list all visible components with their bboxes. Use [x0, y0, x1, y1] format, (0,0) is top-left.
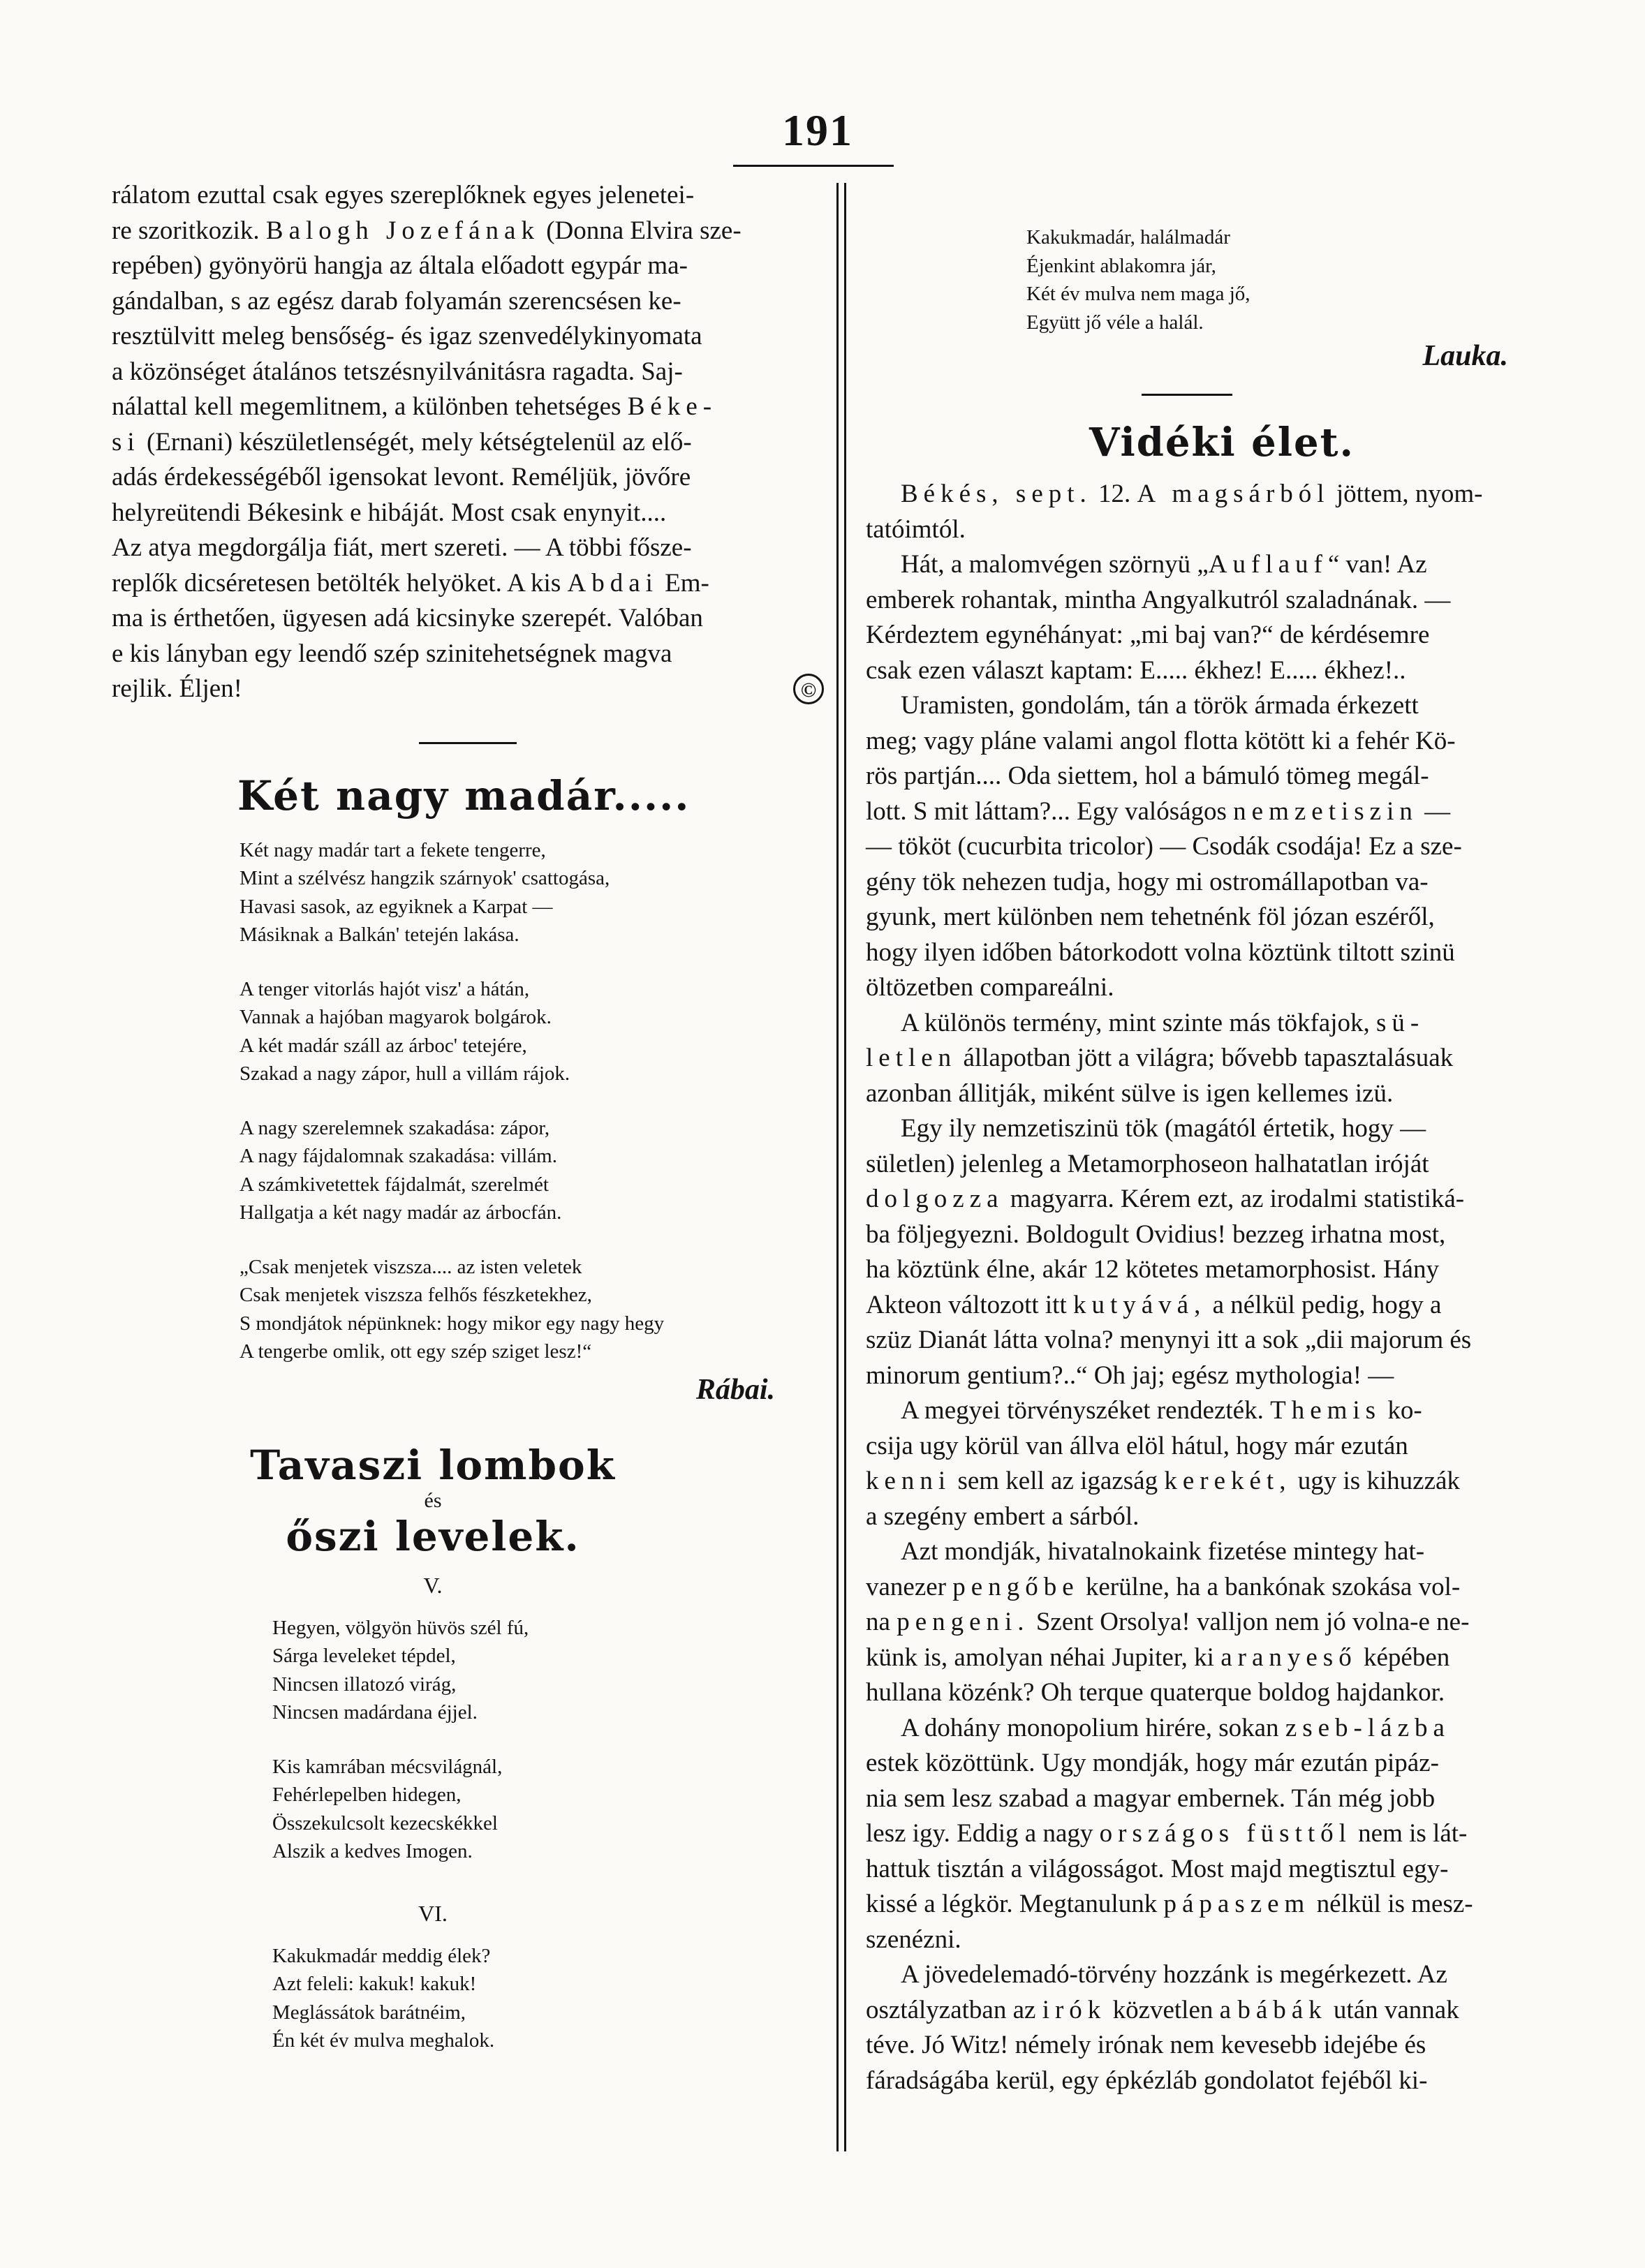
poem-title: Két nagy madár.....	[237, 771, 691, 820]
left-column	[112, 178, 824, 2055]
videki-elet-text: Békés, sept. 12. A magsárból jöttem, nyom- tatóimtól. Hát, a malomvégen szörnyü „Auflauf“ van! Az emberek rohantak, mintha Angyalkutról szaladnának. — Kérdeztem egynéhányat: „mi baj van?“ de kérdésemre csak ezen választ kaptam: E..... ékhez! E..... ékhez!.. Uramisten, gondolám, tán a török ármada érkezett meg; vagy pláne valami angol flotta kötött ki a fehér Kö- rös partján.... Oda siettem, hol a bámuló tömeg megál- lott. S mit láttam?... Egy valóságos nemzetiszin — — tököt (cucurbita tricolor) — Csodák csodája! Ez a sze- gény tök nehezen tudja, hogy mi ostromállapotban va- gyunk, mert különben nem tehetnénk föl józan eszéről, hogy ilyen időben bátorkodott volna köztünk tiltott szinü öltözetben compareálni. A különös termény, mint szinte más tökfajok, sü- letlen állapotban jött a világra; bővebb tapasztalásuak azonban állitják, miként sülve is igen kellemes izü. Egy ily nemzetiszinü tök (magától értetik, hogy — sületlen) jelenleg a Metamorphoseon halhatatlan iróját dolgozza magyarra. Kérem ezt, az irodalmi statistiká- ba följegyezni. Boldogult Ovidius! bezzeg irhatna most, ha köztünk élne, akár 12 kötetes metamorphosist. Hány Akteon változott itt kutyává, a nélkül pedig, hogy a szüz Dianát látta volna? menynyi itt a sok „dii majorum és minorum gentium?..“ Oh jaj; egész mythologia! — A megyei törvényszéket rendezték. Themis ko- csija ugy körül van állva elöl hátul, hogy már ezután kenni sem kell az igazság kerekét, ugy is kihuzzák a szegény embert a sárból. Azt mondják, hivatalnokaink fizetése mintegy hat- vanezer pengőbe kerülne, ha a bankónak szokása vol- na pengeni. Szent Orsolya! valljon nem jó volna-e ne- künk is, amolyan néhai Jupiter, ki aranyeső képében hullana közénk? Oh terque quaterque boldog hajdankor. A dohány monopolium hirére, sokan zseb-lázba estek közöttünk. Ugy mondják, hogy már ezután pipáz- nia sem lesz szabad a magyar embernek. Tán még jobb lesz igy. Eddig a nagy országos füsttől nem is lát- hattuk tisztán a világosságot. Most majd megtisztul egy- kissé a légkör. Megtanulunk pápaszem nélkül is mesz- szenézni. A jövedelemadó-törvény hozzánk is megérkezett. Az osztályzatban az irók közvetlen a bábák után vannak téve. Jó Witz! némely irónak nem kevesebb idejébe és fáradságába kerül, egy épkézláb gondolatot fejéből ki-	[866, 480, 1483, 2095]
poem2-title-conjunction: és	[424, 1488, 442, 1512]
poem2-title-block	[154, 1441, 712, 1560]
stanza: Kis kamrában mécsvilágnál, Fehérlepelben hidegen, Összekulcsolt kezecskékkel Alszik a kedves Imogen.	[272, 1755, 503, 1862]
review-paragraph: rálatom ezuttal csak egyes szereplőknek egyes jelenetei- re szoritkozik. Balogh Jozefának (Donna Elvira sze- repében) gyönyörü hangja az általa előadott egypár ma- gándalban, s az egész darab folyamán szerencsésen ke- resztülvitt meleg bensőség- és igaz szenvedélykinyomata a közönséget átalános tetszésnyilvánitásra ragadta. Saj- nálattal kell megemlitnem, a különben tehetséges Béke- si (Ernani) készületlenségét, mely kétségtelenül az elő- adás érdekességéből igensokat levont. Reméljük, jövőre helyreütendi Békesink e hibáját. Most csak enynyit.... Az atya megdorgálja fiát, mert szereti. — A többi fősze- replők dicséretesen betölték helyöket. A kis Abdai Em- ma is érthetően, ügyesen adá kicsinyke szerepét. Valóban e kis lányban egy leendő szép szinitehetségnek magva rejlik. Éljen! ©	[112, 178, 824, 707]
poem-signature: Rábai.	[695, 1373, 775, 1406]
poem-section-vi: Kakukmadár meddig élek? Azt feleli: kakuk! kakuk! Meglássátok barátnéim, Én két év mulva meghalok.	[272, 1944, 495, 2052]
poem-section-v	[272, 1614, 824, 1866]
copyright-mark: ©	[793, 674, 824, 704]
stanza: Két nagy madár tart a fekete tengerre, Mint a szélvész hangzik szárnyok' csattogása, Havasi sasok, az egyiknek a Karpat — Másiknak a Balkán' tetején lakása.	[239, 838, 610, 946]
right-column	[866, 175, 1578, 2098]
stanza: A tenger vitorlás hajót visz' a hátán, Vannak a hajóban magyarok bolgárok. A két madár száll az árboc' tetejére, Szakad a nagy zápor, hull a villám rájok.	[239, 977, 570, 1085]
column-divider	[836, 183, 846, 2151]
section-rule	[1142, 394, 1232, 396]
section-v: V.	[423, 1572, 443, 1598]
section-rule	[419, 742, 517, 744]
stanza: Hegyen, völgyön hüvös szél fú, Sárga leveleket tépdel, Nincsen illatozó virág, Nincsen madárdana éjjel.	[272, 1616, 529, 1724]
poem-continuation: Kakukmadár, halálmadár Éjenkint ablakomra jár, Két év mulva nem maga jő, Együtt jő véle a halál.	[1026, 226, 1251, 334]
poem-signature-lauka: Lauka.	[1422, 340, 1508, 372]
section-title-videki-elet: Vidéki élet.	[1089, 420, 1355, 466]
stanza: A nagy szerelemnek szakadása: zápor, A nagy fájdalomnak szakadása: villám. A számkivetettek fájdalmát, szerelmét Hallgatja a két nagy madár az árbocfán.	[239, 1116, 562, 1224]
section-vi: VI.	[418, 1900, 448, 1926]
page-number: 191	[782, 105, 853, 155]
poem-ket-nagy-madar	[239, 836, 824, 1366]
poem2-title-line1: Tavaszi lombok	[250, 1441, 616, 1489]
poem2-title-line2: őszi levelek.	[286, 1512, 580, 1560]
header-rule	[733, 165, 894, 167]
stanza: „Csak menjetek viszsza.... az isten veletek Csak menjetek viszsza felhős fészketekhez, S mondjátok népünknek: hogy mikor egy nagy hegy A tengerbe omlik, ott egy szép sziget lesz!“	[239, 1255, 665, 1363]
